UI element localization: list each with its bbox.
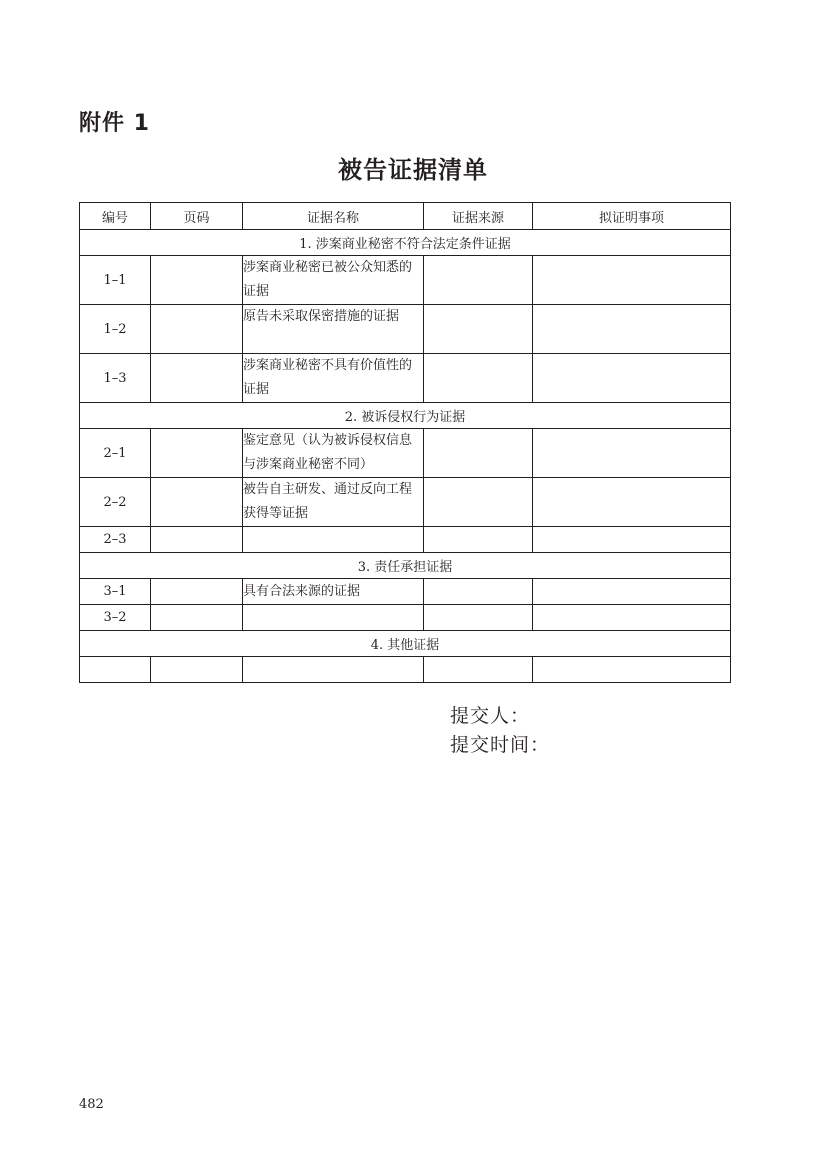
row-page (151, 429, 243, 478)
row-evidence-name: 具有合法来源的证据 (243, 579, 424, 605)
table-row (80, 256, 731, 305)
section-heading: 4. 其他证据 (80, 631, 731, 657)
section-heading-row (80, 553, 731, 579)
section-heading-row (80, 403, 731, 429)
column-header-evidence-name: 证据名称 (243, 203, 424, 230)
row-page (151, 256, 243, 305)
row-number: 3–2 (80, 605, 151, 631)
column-header-page: 页码 (151, 203, 243, 230)
row-purpose (533, 354, 731, 403)
submission-block (450, 702, 550, 760)
row-page (151, 579, 243, 605)
row-number: 2–2 (80, 478, 151, 527)
row-page (151, 478, 243, 527)
table-row (80, 354, 731, 403)
row-source (424, 605, 533, 631)
column-header-number: 编号 (80, 203, 151, 230)
row-number: 1–2 (80, 305, 151, 354)
row-page (151, 354, 243, 403)
section-heading: 3. 责任承担证据 (80, 553, 731, 579)
row-purpose (533, 256, 731, 305)
table-header-row (80, 203, 731, 230)
row-number: 1–3 (80, 354, 151, 403)
table-row (80, 527, 731, 553)
row-page (151, 527, 243, 553)
table-row (80, 605, 731, 631)
row-page (151, 305, 243, 354)
row-number: 2–1 (80, 429, 151, 478)
row-source (424, 527, 533, 553)
row-source (424, 354, 533, 403)
row-purpose (533, 657, 731, 683)
document-title: 被告证据清单 (338, 155, 488, 184)
page-number: 482 (79, 1097, 104, 1112)
row-number: 3–1 (80, 579, 151, 605)
row-number: 2–3 (80, 527, 151, 553)
row-purpose (533, 527, 731, 553)
row-evidence-name (243, 605, 424, 631)
row-evidence-name: 鉴定意见（认为被诉侵权信息与涉案商业秘密不同） (243, 429, 424, 478)
row-source (424, 256, 533, 305)
table-row (80, 579, 731, 605)
section-heading: 2. 被诉侵权行为证据 (80, 403, 731, 429)
row-source (424, 429, 533, 478)
row-source (424, 478, 533, 527)
column-header-evidence-source: 证据来源 (424, 203, 533, 230)
row-evidence-name: 涉案商业秘密已被公众知悉的证据 (243, 256, 424, 305)
row-source (424, 579, 533, 605)
row-page (151, 605, 243, 631)
row-purpose (533, 478, 731, 527)
row-page (151, 657, 243, 683)
row-purpose (533, 305, 731, 354)
table-row (80, 305, 731, 354)
row-number: 1–1 (80, 256, 151, 305)
section-heading-row (80, 631, 731, 657)
row-evidence-name (243, 527, 424, 553)
evidence-table (79, 202, 731, 683)
row-evidence-name: 原告未采取保密措施的证据 (243, 305, 424, 354)
row-source (424, 305, 533, 354)
row-evidence-name: 涉案商业秘密不具有价值性的证据 (243, 354, 424, 403)
section-heading-row (80, 230, 731, 256)
row-purpose (533, 429, 731, 478)
row-purpose (533, 605, 731, 631)
row-evidence-name (243, 657, 424, 683)
row-evidence-name: 被告自主研发、通过反向工程获得等证据 (243, 478, 424, 527)
row-number (80, 657, 151, 683)
attachment-label: 附件 1 (79, 111, 150, 136)
submit-time-label: 提交时间： (450, 734, 551, 756)
table-row (80, 657, 731, 683)
section-heading: 1. 涉案商业秘密不符合法定条件证据 (80, 230, 731, 256)
row-purpose (533, 579, 731, 605)
submitter-label: 提交人： (450, 705, 531, 727)
row-source (424, 657, 533, 683)
column-header-purpose: 拟证明事项 (533, 203, 731, 230)
table-row (80, 478, 731, 527)
table-row (80, 429, 731, 478)
